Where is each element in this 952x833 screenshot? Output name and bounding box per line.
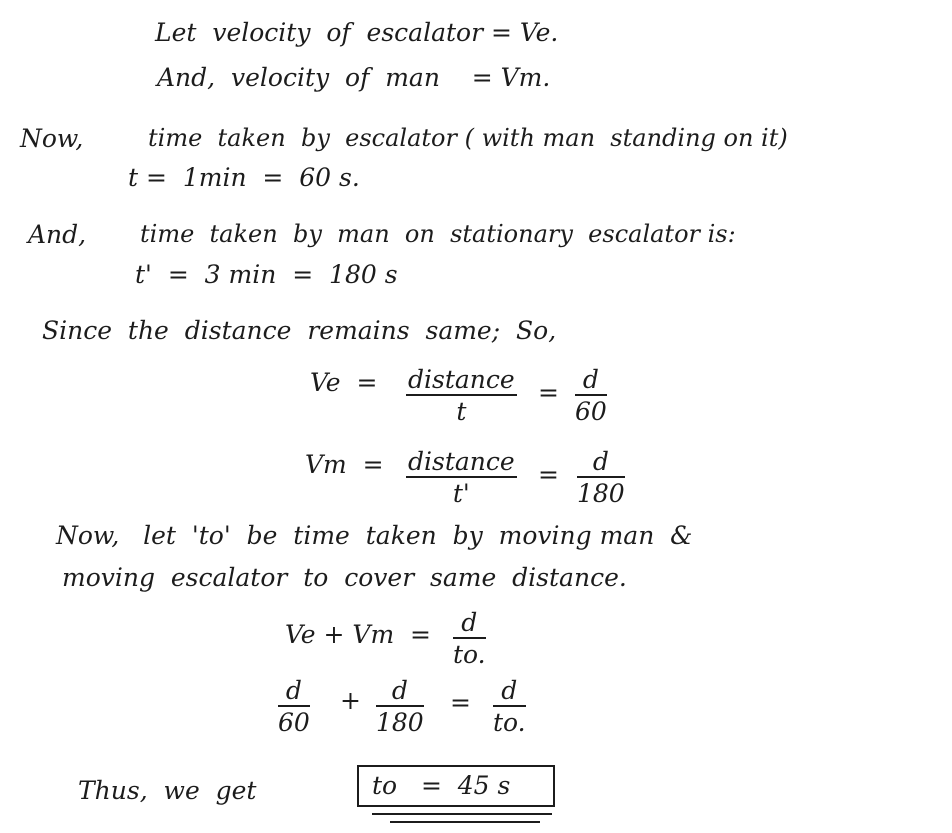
eq4-fraction-d-60 <box>278 678 310 735</box>
eq3-denominator: to. <box>453 640 486 669</box>
eq4-plus: + <box>340 686 361 715</box>
eq1-numerator: distance <box>408 365 515 394</box>
label-and: And, <box>28 220 87 249</box>
eq4-denominator-60: 60 <box>278 708 310 737</box>
line-t-prime-equals: t' = 3 min = 180 s <box>135 260 398 289</box>
eq2-numerator-d: d <box>592 447 609 476</box>
line-let-velocity-escalator: Let velocity of escalator = Ve. <box>155 18 559 47</box>
eq1-equals: = <box>538 378 559 407</box>
eq1-numerator-d: d <box>582 365 599 394</box>
line-velocity-man: And, velocity of man = Vm. <box>157 63 551 92</box>
eq2-fraction-d <box>577 449 625 506</box>
eq3-fraction <box>453 610 486 667</box>
eq4-fraction-d-180 <box>376 678 424 735</box>
line-now-let-to: Now, let 'to' be time taken by moving man & <box>56 521 693 550</box>
eq3-numerator: d <box>461 608 478 637</box>
eq2-fraction-distance <box>406 449 517 506</box>
line-time-escalator: time taken by escalator ( with man standing on it) <box>148 124 788 152</box>
label-now-1: Now, <box>20 124 84 153</box>
eq2-denominator: t' <box>452 479 470 508</box>
eq4-numerator-2: d <box>391 676 408 705</box>
eq1-fraction-d <box>575 367 607 424</box>
eq4-denominator-to: to. <box>493 708 526 737</box>
line-t-equals: t = 1min = 60 s. <box>128 163 360 192</box>
eq1-fraction-distance <box>406 367 517 424</box>
line-moving-escalator: moving escalator to cover same distance. <box>62 563 627 592</box>
eq4-numerator-1: d <box>285 676 302 705</box>
line-since-distance: Since the distance remains same; So, <box>42 316 557 345</box>
answer-double-underline-2 <box>390 821 540 823</box>
line-thus-we-get: Thus, we get <box>78 776 257 805</box>
answer-double-underline-1 <box>372 813 552 815</box>
eq4-numerator-3: d <box>501 676 518 705</box>
eq1-denominator-60: 60 <box>575 397 607 426</box>
eq2-denominator-180: 180 <box>577 479 625 508</box>
eq4-denominator-180: 180 <box>376 708 424 737</box>
eq1-lhs: Ve = <box>310 368 378 397</box>
eq4-fraction-d-to <box>493 678 526 735</box>
line-time-man-stationary: time taken by man on stationary escalator is: <box>140 220 736 248</box>
eq4-equals: = <box>450 688 471 717</box>
eq2-numerator: distance <box>408 447 515 476</box>
answer-text: to = 45 s <box>372 771 511 800</box>
eq2-equals: = <box>538 460 559 489</box>
eq2-lhs: Vm = <box>305 450 384 479</box>
eq1-denominator: t <box>456 397 467 426</box>
eq3-lhs: Ve + Vm = <box>285 620 431 649</box>
